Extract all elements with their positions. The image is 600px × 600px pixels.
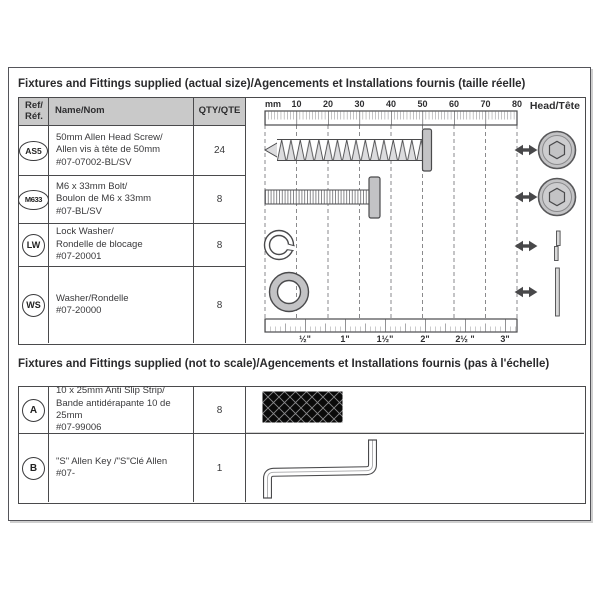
col-header-ref-line1: Ref/ — [25, 100, 43, 111]
double-arrow-icon — [516, 193, 537, 202]
ref-badge-as5: AS5 — [19, 141, 48, 161]
item-name-cell: M6 x 33mm Bolt/ Boulon de M6 x 33mm #07-BL/SV — [49, 176, 194, 224]
actual-size-diagram — [246, 98, 584, 343]
section-title-actual-size: Fixtures and Fittings supplied (actual size)/Agencements et Installations fournis (taille réelle) — [18, 78, 526, 90]
fittings-table-not-to-scale — [18, 386, 586, 504]
table-row-ref-cell — [19, 126, 49, 176]
col-header-name: Name/Nom — [49, 98, 194, 126]
allen-head-icon — [539, 132, 576, 169]
washer-side-icon — [556, 268, 560, 316]
table-row-ref-cell — [19, 224, 49, 267]
fittings-table-actual-size — [18, 97, 586, 345]
inch-tick-label: ½" — [299, 334, 311, 343]
ref-badge-b: B — [22, 457, 45, 480]
ref-badge-lw: LW — [22, 234, 45, 257]
qty-value: 24 — [194, 126, 246, 176]
inch-tick-label: 2" — [420, 334, 430, 343]
item-name-cell: "S" Allen Key /"S"Clé Allen #07- — [49, 434, 194, 502]
table-row-ref-cell — [19, 176, 49, 224]
item-name-cell: 50mm Allen Head Screw/ Allen vis à tête de 50mm #07-07002-BL/SV — [49, 126, 194, 176]
qty-value: 8 — [194, 224, 246, 267]
mm-tick-label: 60 — [448, 99, 459, 109]
double-arrow-icon — [516, 146, 537, 155]
table-row-ref-cell — [19, 387, 49, 434]
item-name-cell: Lock Washer/ Rondelle de blocage #07-20001 — [49, 224, 194, 267]
double-arrow-icons — [516, 146, 537, 297]
nts-graphics — [246, 387, 584, 502]
qty-value: 8 — [194, 176, 246, 224]
mm-ruler — [265, 111, 517, 125]
qty-value: 8 — [194, 267, 246, 343]
col-header-ref-line2: Réf. — [25, 110, 43, 122]
mm-tick-label: 80 — [511, 99, 522, 109]
inch-ruler — [265, 319, 517, 332]
mm-unit-label: mm — [264, 99, 281, 109]
anti-slip-strip-image — [263, 392, 343, 423]
allen-screw-drawing — [265, 129, 432, 171]
ref-badge-ws: WS — [22, 294, 45, 317]
bolt-drawing — [265, 177, 380, 218]
col-header-ref — [19, 98, 49, 126]
col-header-head: Head/Tête — [529, 100, 580, 112]
mm-tick-label: 20 — [322, 99, 333, 109]
mm-tick-label: 70 — [480, 99, 491, 109]
inch-tick-label: 1" — [340, 334, 350, 343]
double-arrow-icon — [516, 242, 537, 251]
table-row-ref-cell — [19, 267, 49, 343]
mm-tick-label: 50 — [417, 99, 428, 109]
allen-key-drawing — [263, 440, 377, 498]
double-arrow-icon — [516, 288, 537, 297]
mm-tick-label: 30 — [354, 99, 365, 109]
col-header-qty: QTY/QTE — [194, 98, 246, 126]
item-name-cell: Washer/Rondelle #07-20000 — [49, 267, 194, 343]
inch-tick-label: 3" — [500, 334, 510, 343]
not-to-scale-images — [246, 387, 584, 502]
allen-head-icon — [539, 179, 576, 216]
lock-washer-drawing — [265, 231, 296, 260]
ref-badge-m633: M633 — [18, 190, 49, 210]
inch-tick-label: 2½ " — [455, 334, 475, 343]
table-row-ref-cell — [19, 434, 49, 502]
lock-washer-side-icon — [555, 231, 561, 261]
mm-tick-label: 10 — [291, 99, 302, 109]
ruler-diagram — [246, 98, 584, 343]
qty-value: 1 — [194, 434, 246, 502]
mm-tick-label: 40 — [385, 99, 396, 109]
ref-badge-a: A — [22, 399, 45, 422]
section-title-not-to-scale: Fixtures and Fittings supplied (not to scale)/Agencements et Installations fournis (pas à l'échelle) — [18, 358, 550, 370]
inch-tick-label: 1½" — [376, 334, 394, 343]
washer-drawing — [270, 273, 309, 312]
qty-value: 8 — [194, 387, 246, 434]
item-name-cell: 10 x 25mm Anti Slip Strip/ Bande antidérapante 10 de 25mm #07-99006 — [49, 387, 194, 434]
